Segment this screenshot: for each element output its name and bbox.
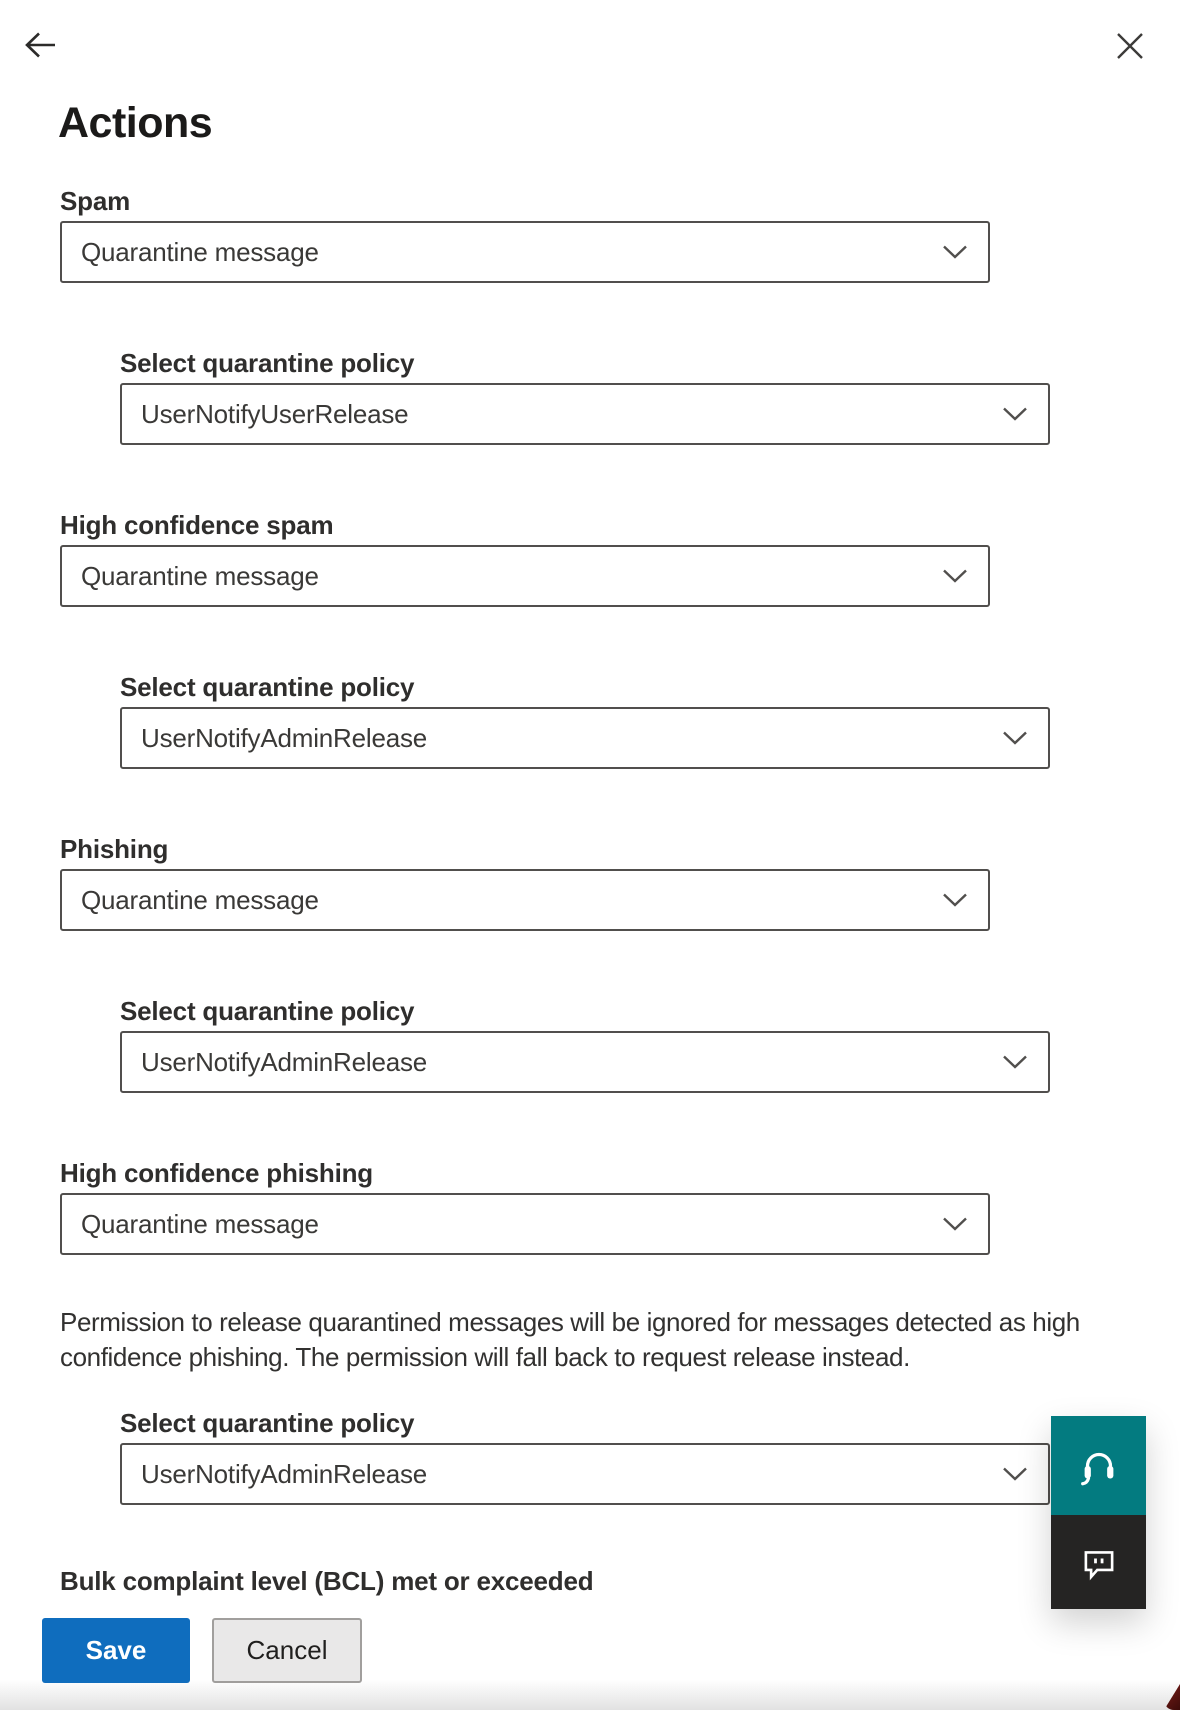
phishing-field-group: [60, 832, 990, 931]
chevron-down-icon: [942, 893, 968, 908]
support-button[interactable]: [1051, 1416, 1146, 1515]
footer-bar: [0, 1600, 1180, 1710]
phishing-label: Phishing: [60, 834, 169, 864]
bulk-complaint-level-label: Bulk complaint level (BCL) met or exceeded: [60, 1566, 594, 1596]
phishing-quarantine-policy-value: UserNotifyAdminRelease: [141, 1046, 428, 1077]
save-button[interactable]: Save: [42, 1618, 190, 1683]
hcp-quarantine-policy-group: [120, 1406, 1050, 1505]
chevron-down-icon: [1002, 1467, 1028, 1482]
chevron-down-icon: [1002, 1055, 1028, 1070]
headset-icon: [1076, 1443, 1122, 1489]
hcp-quarantine-policy-dropdown[interactable]: [120, 1443, 1050, 1505]
spam-quarantine-policy-group: [120, 346, 1050, 445]
chat-bubble-icon: [1078, 1541, 1120, 1583]
hcs-quarantine-policy-label: Select quarantine policy: [120, 672, 415, 702]
hcp-quarantine-policy-value: UserNotifyAdminRelease: [141, 1458, 428, 1489]
phishing-quarantine-policy-dropdown[interactable]: [120, 1031, 1050, 1093]
high-confidence-phishing-label: High confidence phishing: [60, 1158, 373, 1188]
cancel-button[interactable]: Cancel: [212, 1618, 362, 1683]
phishing-quarantine-policy-label: Select quarantine policy: [120, 996, 415, 1026]
chevron-down-icon: [1002, 407, 1028, 422]
high-confidence-spam-field-group: [60, 508, 990, 607]
spam-field-group: [60, 184, 990, 283]
high-confidence-phishing-field-group: [60, 1156, 990, 1255]
hcs-quarantine-policy-group: [120, 670, 1050, 769]
chevron-down-icon: [942, 1217, 968, 1232]
hcs-quarantine-policy-value: UserNotifyAdminRelease: [141, 722, 428, 753]
spam-action-dropdown[interactable]: [60, 221, 990, 283]
high-confidence-phishing-action-value: Quarantine message: [81, 1208, 319, 1239]
hcp-quarantine-policy-label: Select quarantine policy: [120, 1408, 415, 1438]
high-confidence-spam-action-value: Quarantine message: [81, 560, 319, 591]
phishing-quarantine-policy-group: [120, 994, 1050, 1093]
side-widget-stack: [1051, 1416, 1146, 1609]
phishing-action-dropdown[interactable]: [60, 869, 990, 931]
spam-label: Spam: [60, 186, 131, 216]
high-confidence-spam-action-dropdown[interactable]: [60, 545, 990, 607]
chevron-down-icon: [942, 245, 968, 260]
chevron-down-icon: [1002, 731, 1028, 746]
spam-action-value: Quarantine message: [81, 236, 319, 267]
spam-quarantine-policy-label: Select quarantine policy: [120, 348, 415, 378]
chevron-down-icon: [942, 569, 968, 584]
feedback-button[interactable]: [1051, 1515, 1146, 1609]
high-confidence-spam-label: High confidence spam: [60, 510, 334, 540]
spam-quarantine-policy-dropdown[interactable]: [120, 383, 1050, 445]
page-title: Actions: [58, 99, 213, 147]
high-confidence-phishing-action-dropdown[interactable]: [60, 1193, 990, 1255]
phishing-action-value: Quarantine message: [81, 884, 319, 915]
hcs-quarantine-policy-dropdown[interactable]: [120, 707, 1050, 769]
spam-quarantine-policy-value: UserNotifyUserRelease: [141, 398, 409, 429]
hcp-permission-note: Permission to release quarantined messages will be ignored for messages detected as high confidence phishing. The permission will fall back to request release instead.: [60, 1307, 1080, 1372]
